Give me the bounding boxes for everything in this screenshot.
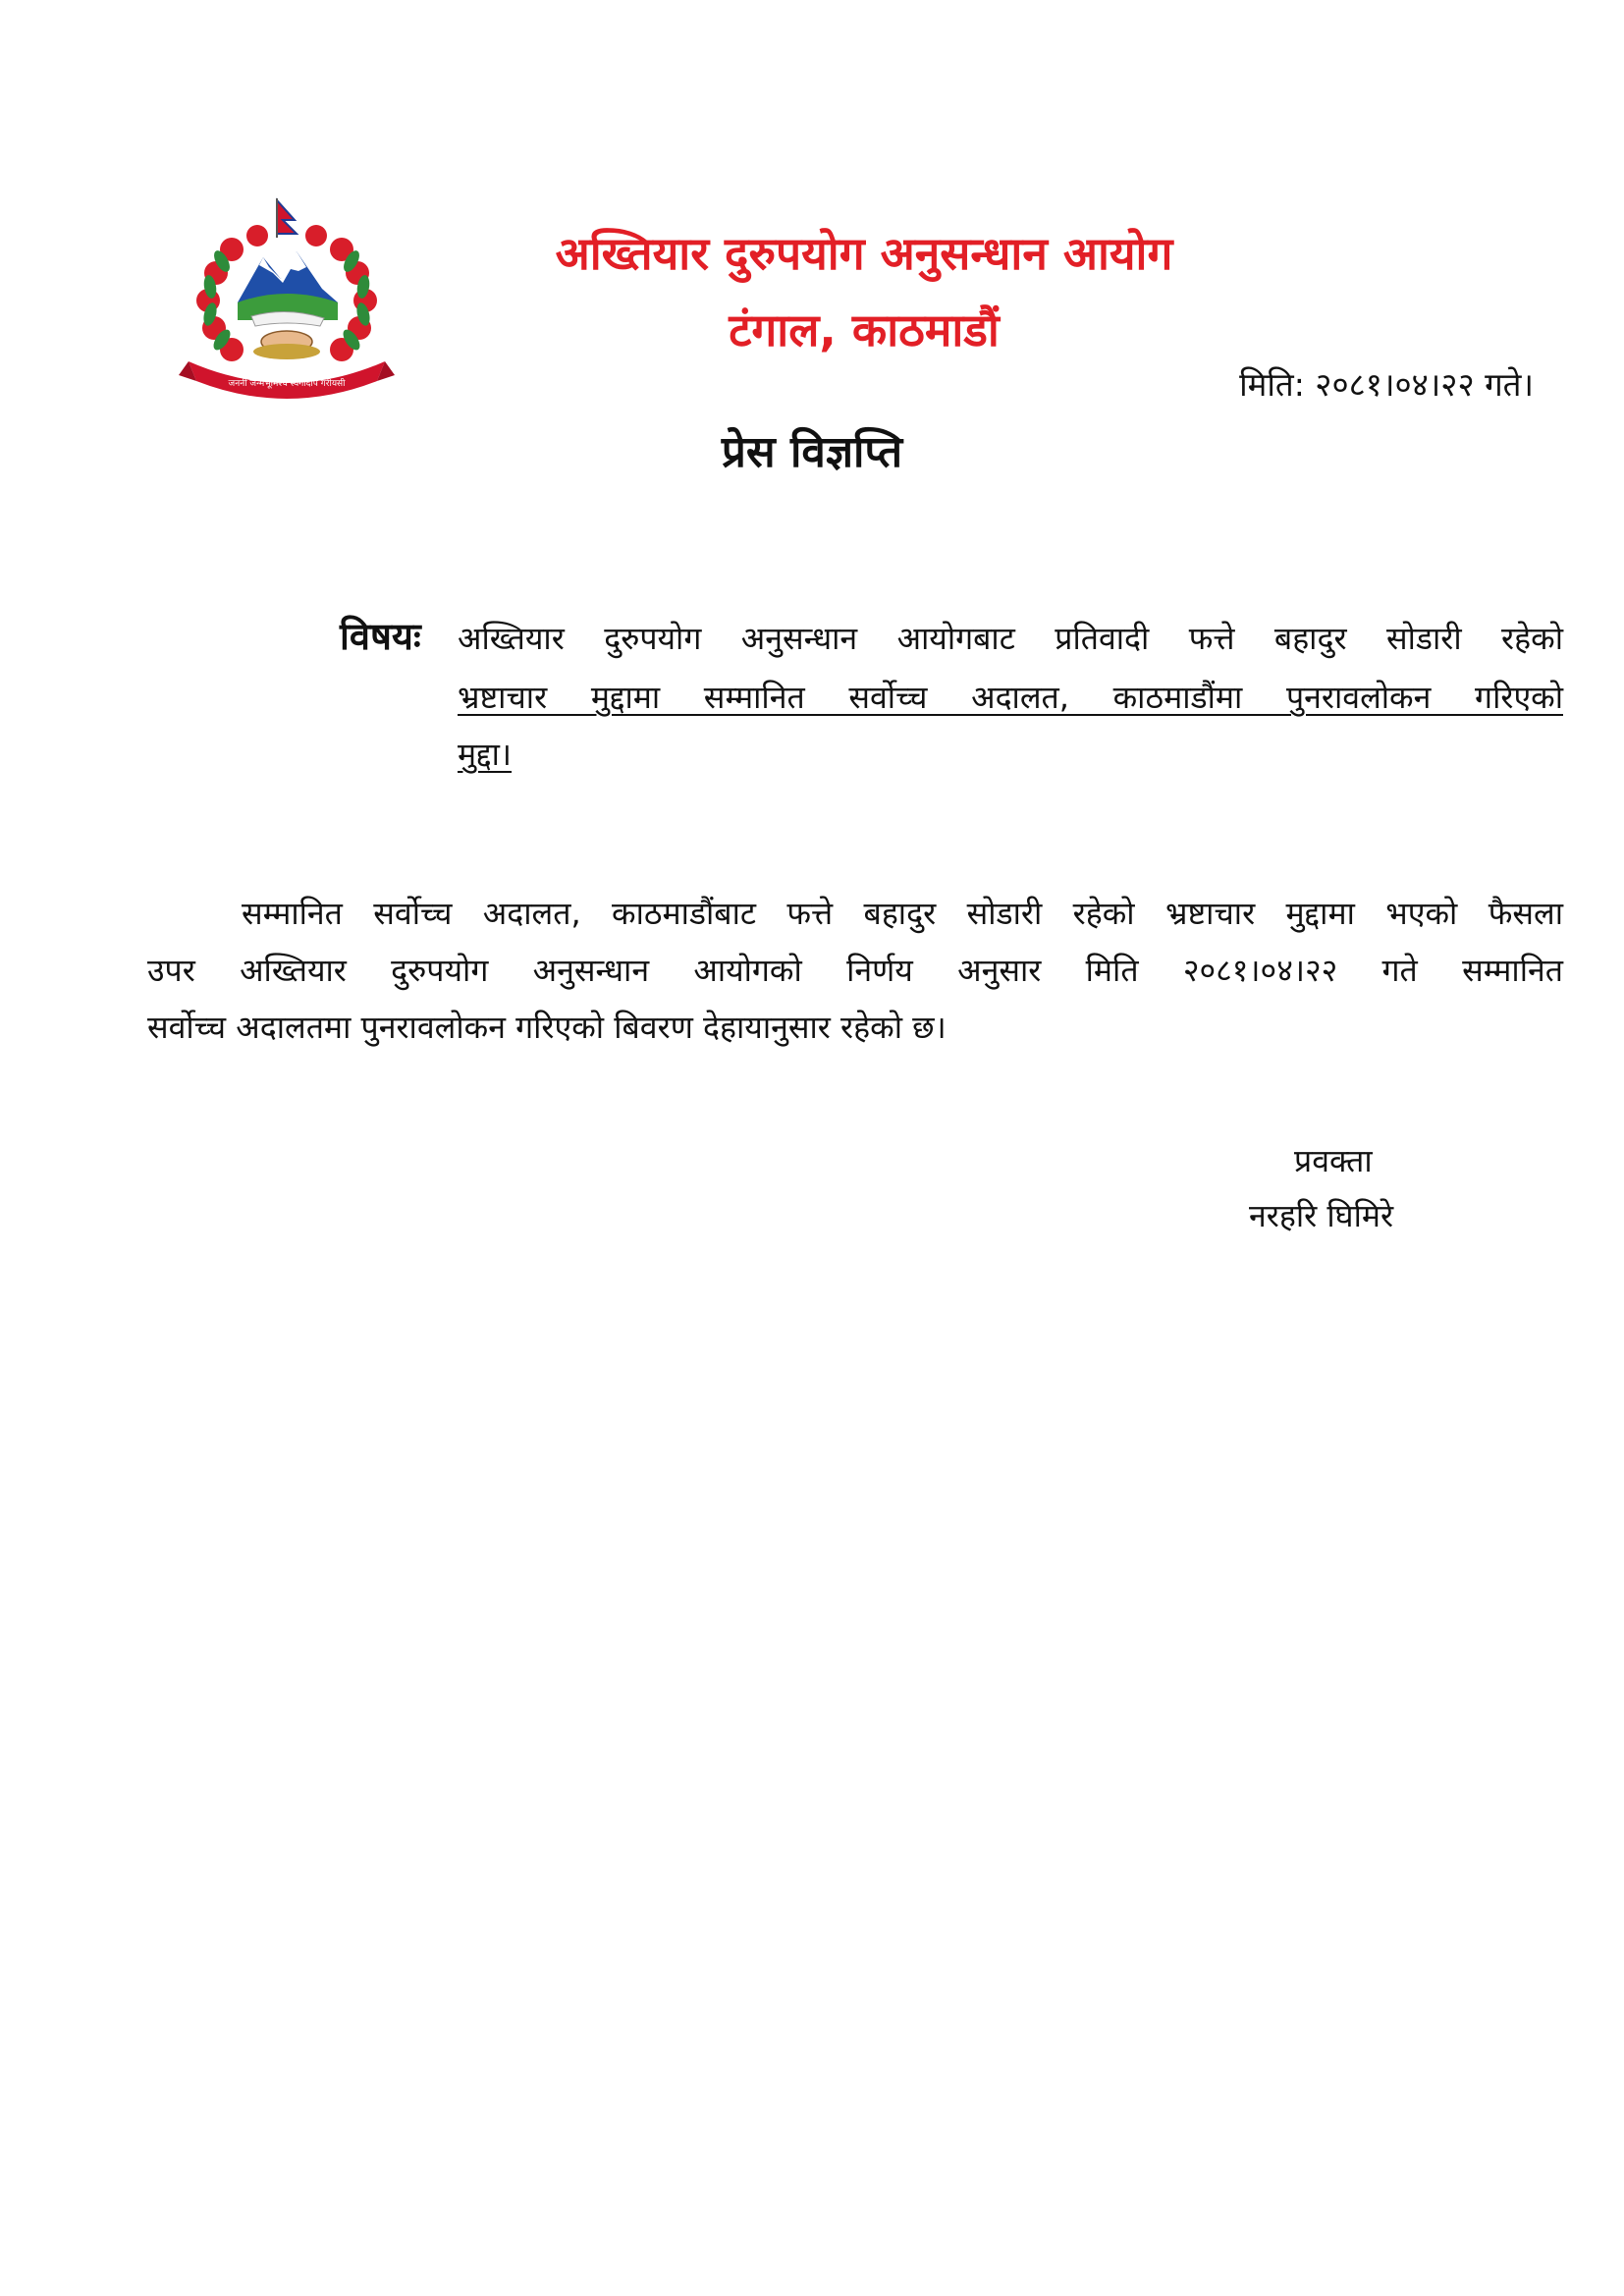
subject-line: अख्तियार दुरुपयोग अनुसन्धान आयोगबाट प्रतिवादी फत्ते बहादुर सोडारी रहेको xyxy=(458,620,1563,657)
national-emblem-icon xyxy=(175,194,399,401)
body-line: उपर अख्तियार दुरुपयोग अनुसन्धान आयोगको निर्णय अनुसार मिति २०८१।०४।२२ गते सम्मानित xyxy=(147,952,1563,989)
organization-address: टंगाल, काठमाडौं xyxy=(729,303,1000,356)
subject-label: विषयः xyxy=(340,615,421,658)
body-line: सम्मानित सर्वोच्च अदालत, काठमाडौंबाट फत्ते बहादुर सोडारी रहेको भ्रष्टाचार मुद्दामा भएको फैसला xyxy=(242,895,1563,932)
subject-line: मुद्दा। xyxy=(458,736,513,773)
signatory-name: नरहरि घिमिरे xyxy=(1249,1197,1394,1234)
document-title: प्रेस विज्ञप्ति xyxy=(721,427,903,477)
signatory-title: प्रवक्ता xyxy=(1294,1142,1373,1179)
subject-line: भ्रष्टाचार मुद्दामा सम्मानित सर्वोच्च अदालत, काठमाडौंमा पुनरावलोकन गरिएको xyxy=(458,679,1563,716)
organization-name: अख्तियार दुरुपयोग अनुसन्धान आयोग xyxy=(555,227,1173,280)
svg-text:जननी जन्मभूमिश्च स्वर्गादपि गर: जननी जन्मभूमिश्च स्वर्गादपि गरीयसी xyxy=(228,379,346,389)
date: मिति: २०८१।०४।२२ गते। xyxy=(1239,365,1534,404)
body-line: सर्वोच्च अदालतमा पुनरावलोकन गरिएको बिवरण देहायानुसार रहेको छ। xyxy=(147,1009,947,1046)
